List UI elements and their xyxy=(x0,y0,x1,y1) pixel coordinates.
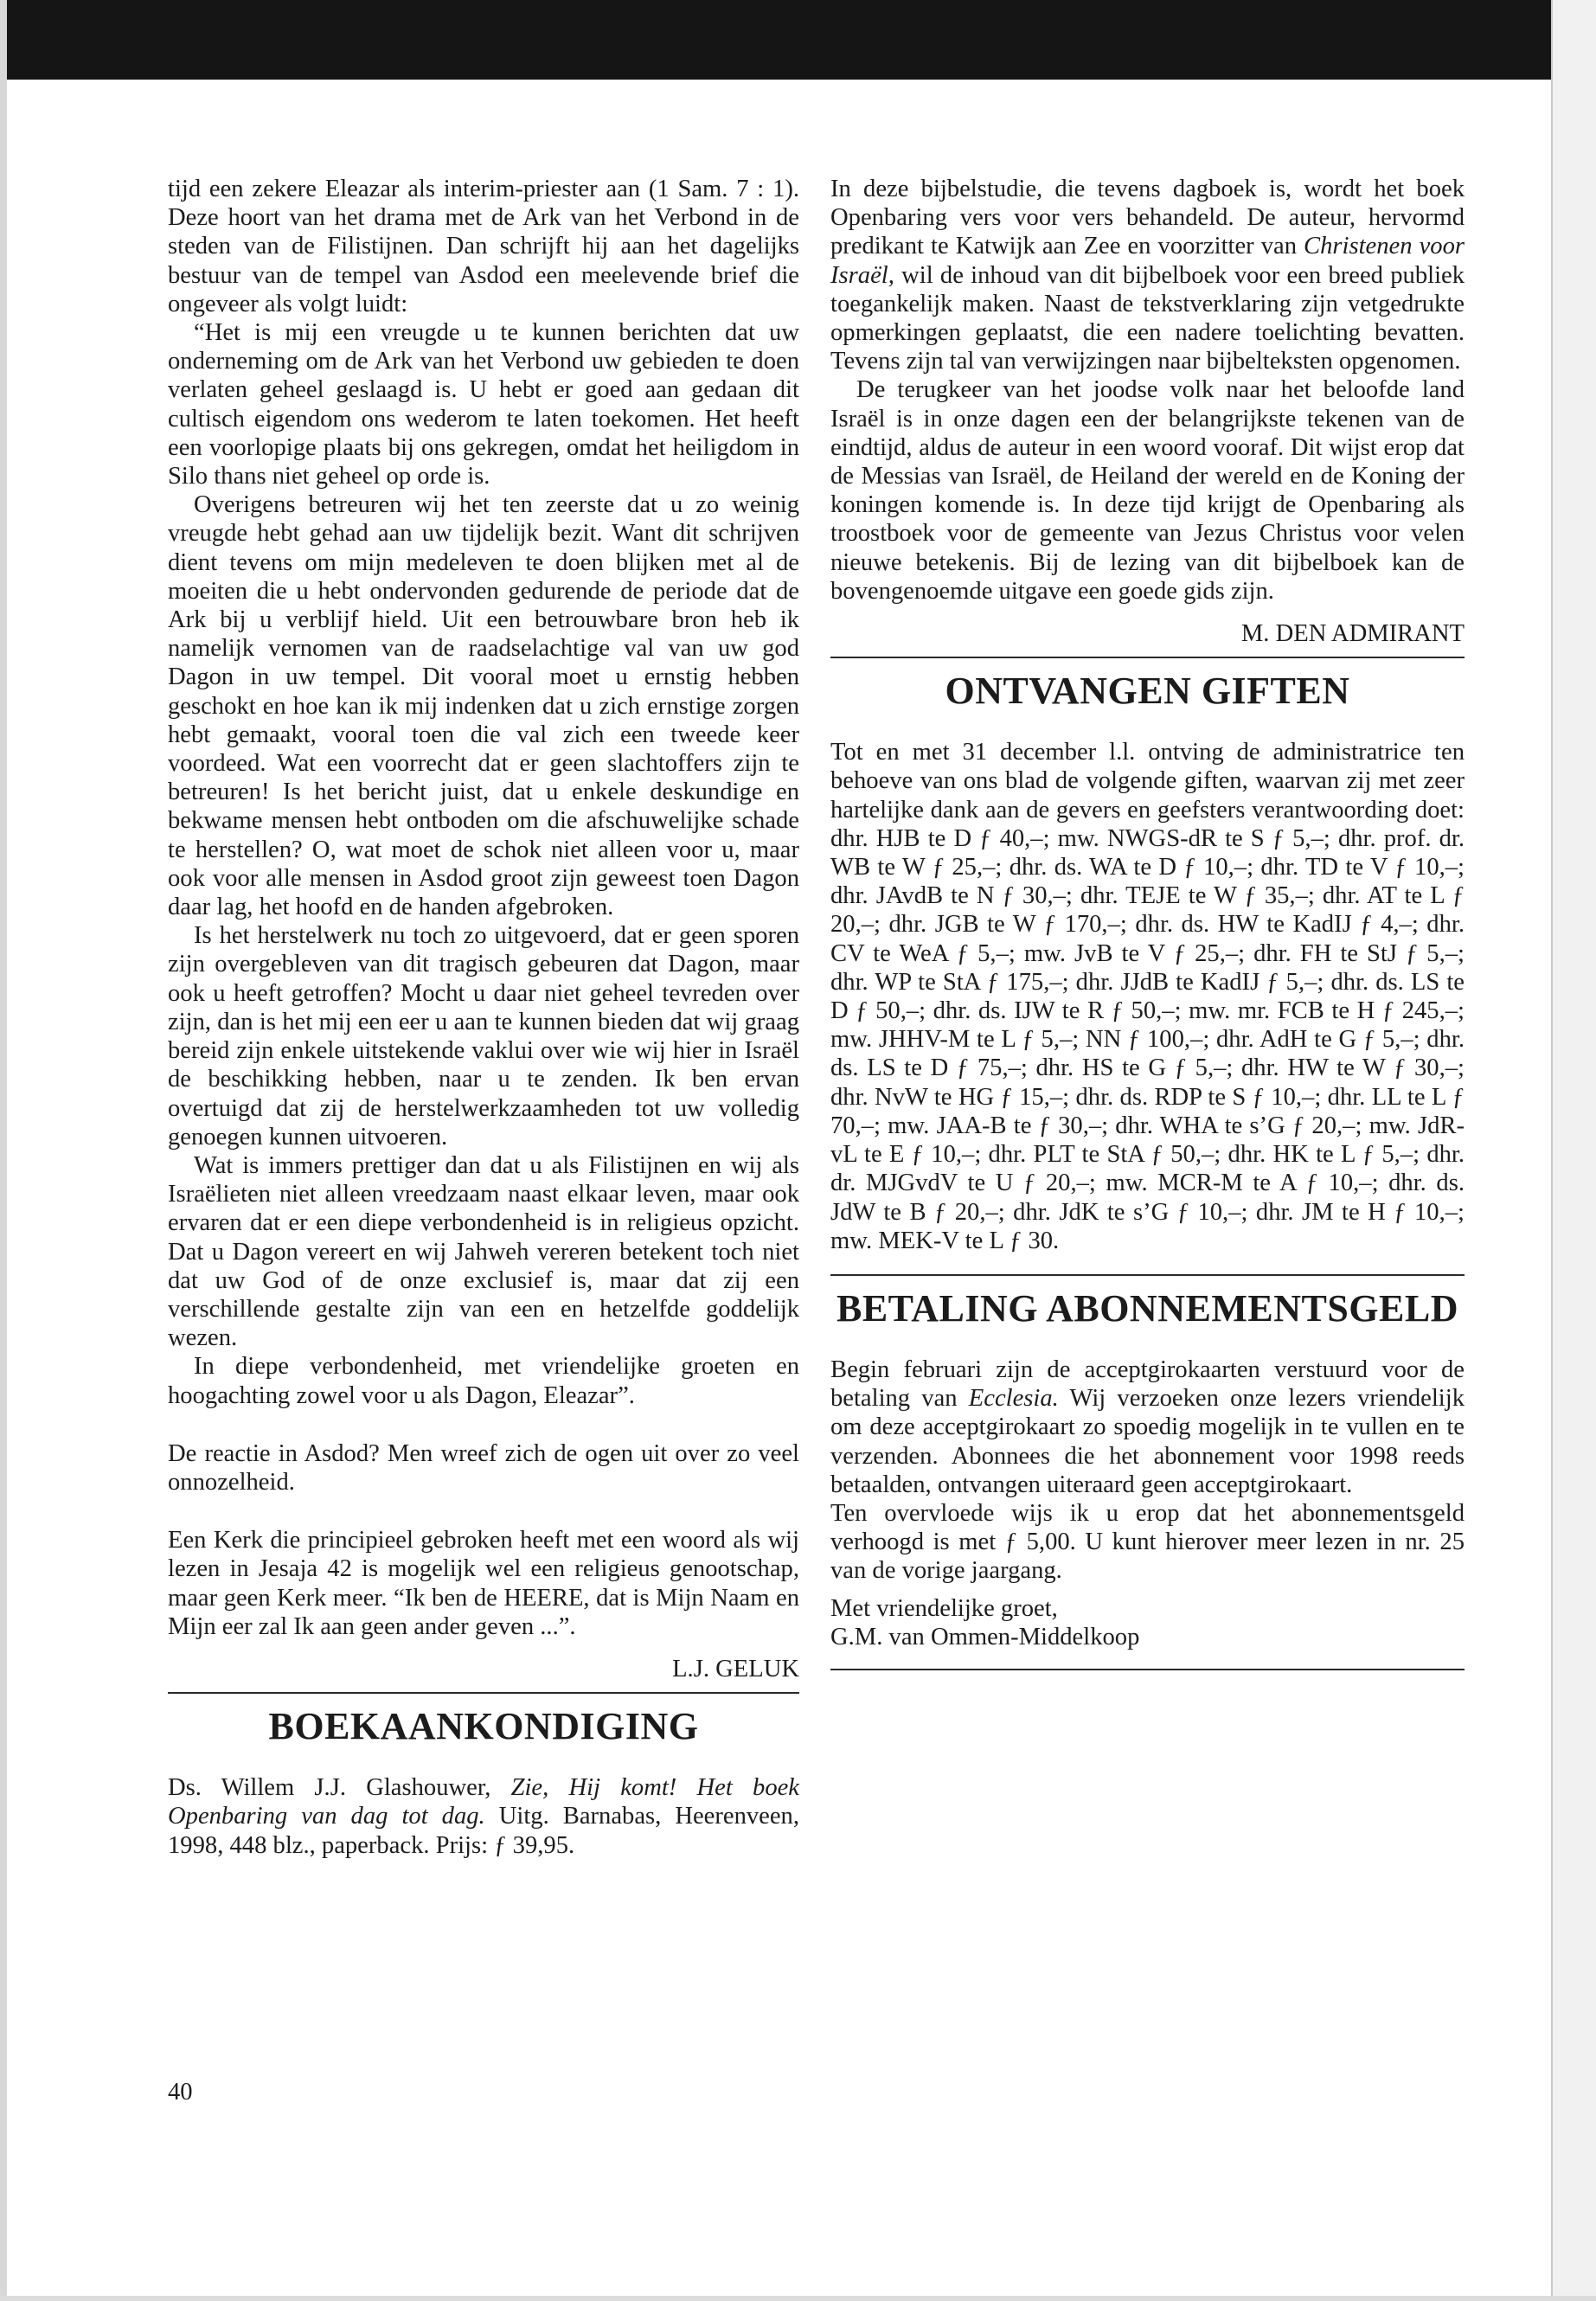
section-divider xyxy=(830,657,1465,658)
payment-paragraph: Ten overvloede wijs ik u erop dat het abonnementsgeld verhoogd is met ƒ 5,00. U kunt hierover meer lezen in nr. 25 van de vorige jaargang. xyxy=(830,1499,1465,1585)
book-details: Uitg. Barnabas, Heerenveen, 1998, 448 blz., paperback. Prijs: ƒ 39,95. xyxy=(168,1803,799,1859)
book-author: Ds. Willem J.J. Glashouwer, xyxy=(168,1774,511,1802)
right-column xyxy=(830,175,1465,1670)
article-paragraph: Een Kerk die principieel gebroken heeft met een woord als wij lezen in Jesaja 42 is mogelijk wel een religieus genootschap, maar geen Kerk meer. “Ik ben de HEERE, dat is Mijn Naam en Mijn eer zal Ik aan geen ander geven ...”. xyxy=(168,1527,799,1640)
scan-border-left xyxy=(0,0,7,2301)
review-paragraph: In deze bijbelstudie, die tevens dagboek is, wordt het boek Openbaring vers voor vers behandeld. De auteur, hervormd predikant te Katwijk aan Zee en voorzitter van Christenen voor Israël, wil de inhoud van dit bijbelboek voor een breed publiek toegankelijk maken. Naast de tekstverklaring zijn vetgedrukte opmerkingen geplaatst, die een nadere toelichting bevatten. Tevens zijn tal van verwijzingen naar bijbelteksten opgenomen. xyxy=(830,176,1465,375)
magazine-name: Ecclesia. xyxy=(968,1385,1059,1413)
author-signature: L.J. GELUK xyxy=(672,1655,799,1682)
section-divider xyxy=(830,1274,1465,1276)
closing-name: G.M. van Ommen-Middelkoop xyxy=(830,1623,1140,1650)
article-paragraph: Overigens betreuren wij het ten zeerste dat u zo weinig vreugde hebt gehad aan uw tijdelijk bezit. Want dit schrijven dient tevens om mijn medeleven te doen blijken met al de moeiten die u hebt ondervonden gedurende de periode dat de Ark bij u verblijf hield. Uit een betrouwbare bron heb ik namelijk vernomen van de raadselachtige val van uw god Dagon in uw tempel. Dit vooral moet u ernstig hebben geschokt en hoe kan ik mij indenken dat u zich ernstige zorgen hebt gemaakt, vooral toen die val zich een tweede keer voordeed. Wat een voorrecht dat er geen slachtoffers zijn te betreuren! Is het bericht juist, dat u enkele deskundige en bekwame mensen hebt ontboden om die afschuwelijke schade te herstellen? O, wat moet de schok niet alleen voor u, maar ook voor alle mensen in Asdod groot zijn geweest toen Dagon daar lag, het hoofd en de handen afgebroken. xyxy=(168,491,799,921)
section-divider xyxy=(830,1669,1465,1670)
section-heading-boekaankondiging: BOEKAANKONDIGING xyxy=(268,1705,699,1748)
article-paragraph: De reactie in Asdod? Men wreef zich de ogen uit over zo veel onnozelheid. xyxy=(168,1439,799,1496)
scan-border-bottom xyxy=(0,2296,1596,2301)
scan-border-top xyxy=(0,0,1596,80)
section-heading-giften: ONTVANGEN GIFTEN xyxy=(945,670,1350,713)
donations-list: Tot en met 31 december l.l. ontving de administratrice ten behoeve van ons blad de volgende giften, waarvan zij met zeer hartelijke dank aan de gevers en geefsters verantwoording doet: dhr. HJB te D ƒ 40,–; mw. NWGS-dR te S ƒ 5,–; dhr. prof. dr. WB te W ƒ 25,–; dhr. ds. WA te D ƒ 10,–; dhr. TD te V ƒ 10,–; dhr. JAvdB te N ƒ 30,–; dhr. TEJE te W ƒ 35,–; dhr. AT te L ƒ 20,–; dhr. JGB te W ƒ 170,–; dhr. ds. HW te KadIJ ƒ 4,–; dhr. CV te WeA ƒ 5,–; mw. JvB te V ƒ 25,–; dhr. FH te StJ ƒ 5,–; dhr. WP te StA ƒ 175,–; dhr. JJdB te KadIJ ƒ 5,–; dhr. ds. LS te D ƒ 50,–; dhr. ds. IJW te R ƒ 50,–; mw. mr. FCB te H ƒ 245,–; mw. JHHV-M te L ƒ 5,–; NN ƒ 100,–; dhr. AdH te G ƒ 5,–; dhr. ds. LS te D ƒ 75,–; dhr. HS te G ƒ 5,–; dhr. HW te W ƒ 30,–; dhr. NvW te HG ƒ 15,–; dhr. ds. RDP te S ƒ 10,–; dhr. LL te L ƒ 70,–; mw. JAA-B te ƒ 30,–; dhr. WHA te s’G ƒ 20,–; mw. JdR-vL te E ƒ 10,–; dhr. PLT te StA ƒ 50,–; dhr. HK te L ƒ 5,–; dhr. dr. MJGvdV te U ƒ 20,–; mw. MCR-M te A ƒ 10,–; dhr. ds. JdW te B ƒ 20,–; dhr. JdK te s’G ƒ 10,–; dhr. JM te H ƒ 10,–; mw. MEK-V te L ƒ 30. xyxy=(830,739,1465,1254)
closing-greeting: Met vriendelijke groet, xyxy=(830,1594,1058,1622)
article-paragraph: In diepe verbondenheid, met vriendelijke groeten en hoogachting zowel voor u als Dagon, Eleazar”. xyxy=(168,1353,799,1409)
page-number: 40 xyxy=(168,2079,193,2106)
reviewer-signature: M. DEN ADMIRANT xyxy=(1240,620,1465,648)
organisation-name: Christenen voor Israël, xyxy=(830,233,1465,289)
review-paragraph: De terugkeer van het joodse volk naar het beloofde land Israël is in onze dagen een der belangrijkste tekenen van de eindtijd, aldus de auteur in een woord vooraf. Dit wijst erop dat de Messias van Israël, de Heiland der wereld en de Koning der koningen komende is. In deze tijd krijgt de Openbaring als troostboek voor de gemeente van Jezus Christus voor velen nieuwe betekenis. Bij de lezing van dit bijbelboek kan de bovengenoemde uitgave een goede gids zijn. xyxy=(830,376,1465,605)
article-paragraph: Is het herstelwerk nu toch zo uitgevoerd, dat er geen sporen zijn overgebleven van dit tragisch gebeuren dat Dagon, maar ook u heeft getroffen? Mocht u daar niet geheel tevreden over zijn, dan is het mij een eer u aan te kunnen bieden dat wij graag bereid zijn enkele uitstekende vaklui over wie wij hier in Israël de beschikking hebben, naar u te zenden. Ik ben ervan overtuigd dat zij de herstelwerkzaamheden tot uw volledig genoegen kunnen uitvoeren. xyxy=(168,922,799,1150)
book-title: Zie, Hij komt! Het boek Openbaring van dag tot dag. xyxy=(168,1774,799,1830)
article-paragraph: “Het is mij een vreugde u te kunnen berichten dat uw onderneming om de Ark van het Verbond uw gebieden te doen verlaten geheel geslaagd is. U hebt er goed aan gedaan dit cultisch eigendom ons wederom te laten toekomen. Het heeft een voorlopige plaats bij ons gekregen, omdat het heiligdom in Silo thans niet geheel op orde is. xyxy=(168,319,799,490)
article-paragraph: tijd een zekere Eleazar als interim-priester aan (1 Sam. 7 : 1). Deze hoort van het drama met de Ark van het Verbond in de steden van de Filistijnen. Dan schrijft hij aan het dagelijks bestuur van de tempel van Asdod een meelevende brief die ongeveer als volgt luidt: xyxy=(168,176,799,317)
left-column xyxy=(168,175,799,1860)
article-paragraph: Wat is immers prettiger dan dat u als Filistijnen en wij als Israëlieten niet alleen vreedzaam naast elkaar leven, maar ook ervaren dat er een diepe verbondenheid is in religieus opzicht. Dat u Dagon vereert en wij Jahweh vereren betekent toch niet dat uw God of de onze exclusief is, maar dat zij een verschillende gestalte zijn van een en hetzelfde goddelijk wezen. xyxy=(168,1151,799,1352)
scan-border-right xyxy=(1551,0,1596,2301)
section-heading-betaling: BETALING ABONNEMENTSGELD xyxy=(836,1286,1458,1330)
section-divider xyxy=(168,1692,799,1694)
book-citation xyxy=(168,1773,799,1860)
payment-paragraph: Begin februari zijn de acceptgirokaarten verstuurd voor de betaling van Ecclesia. Wij verzoeken onze lezers vriendelijk om deze acceptgirokaart zo spoedig mogelijk in te vullen en te verzenden. Abonnees die het abonnement voor 1998 reeds betaalden, ontvangen uiteraard geen acceptgirokaart. xyxy=(830,1356,1465,1498)
